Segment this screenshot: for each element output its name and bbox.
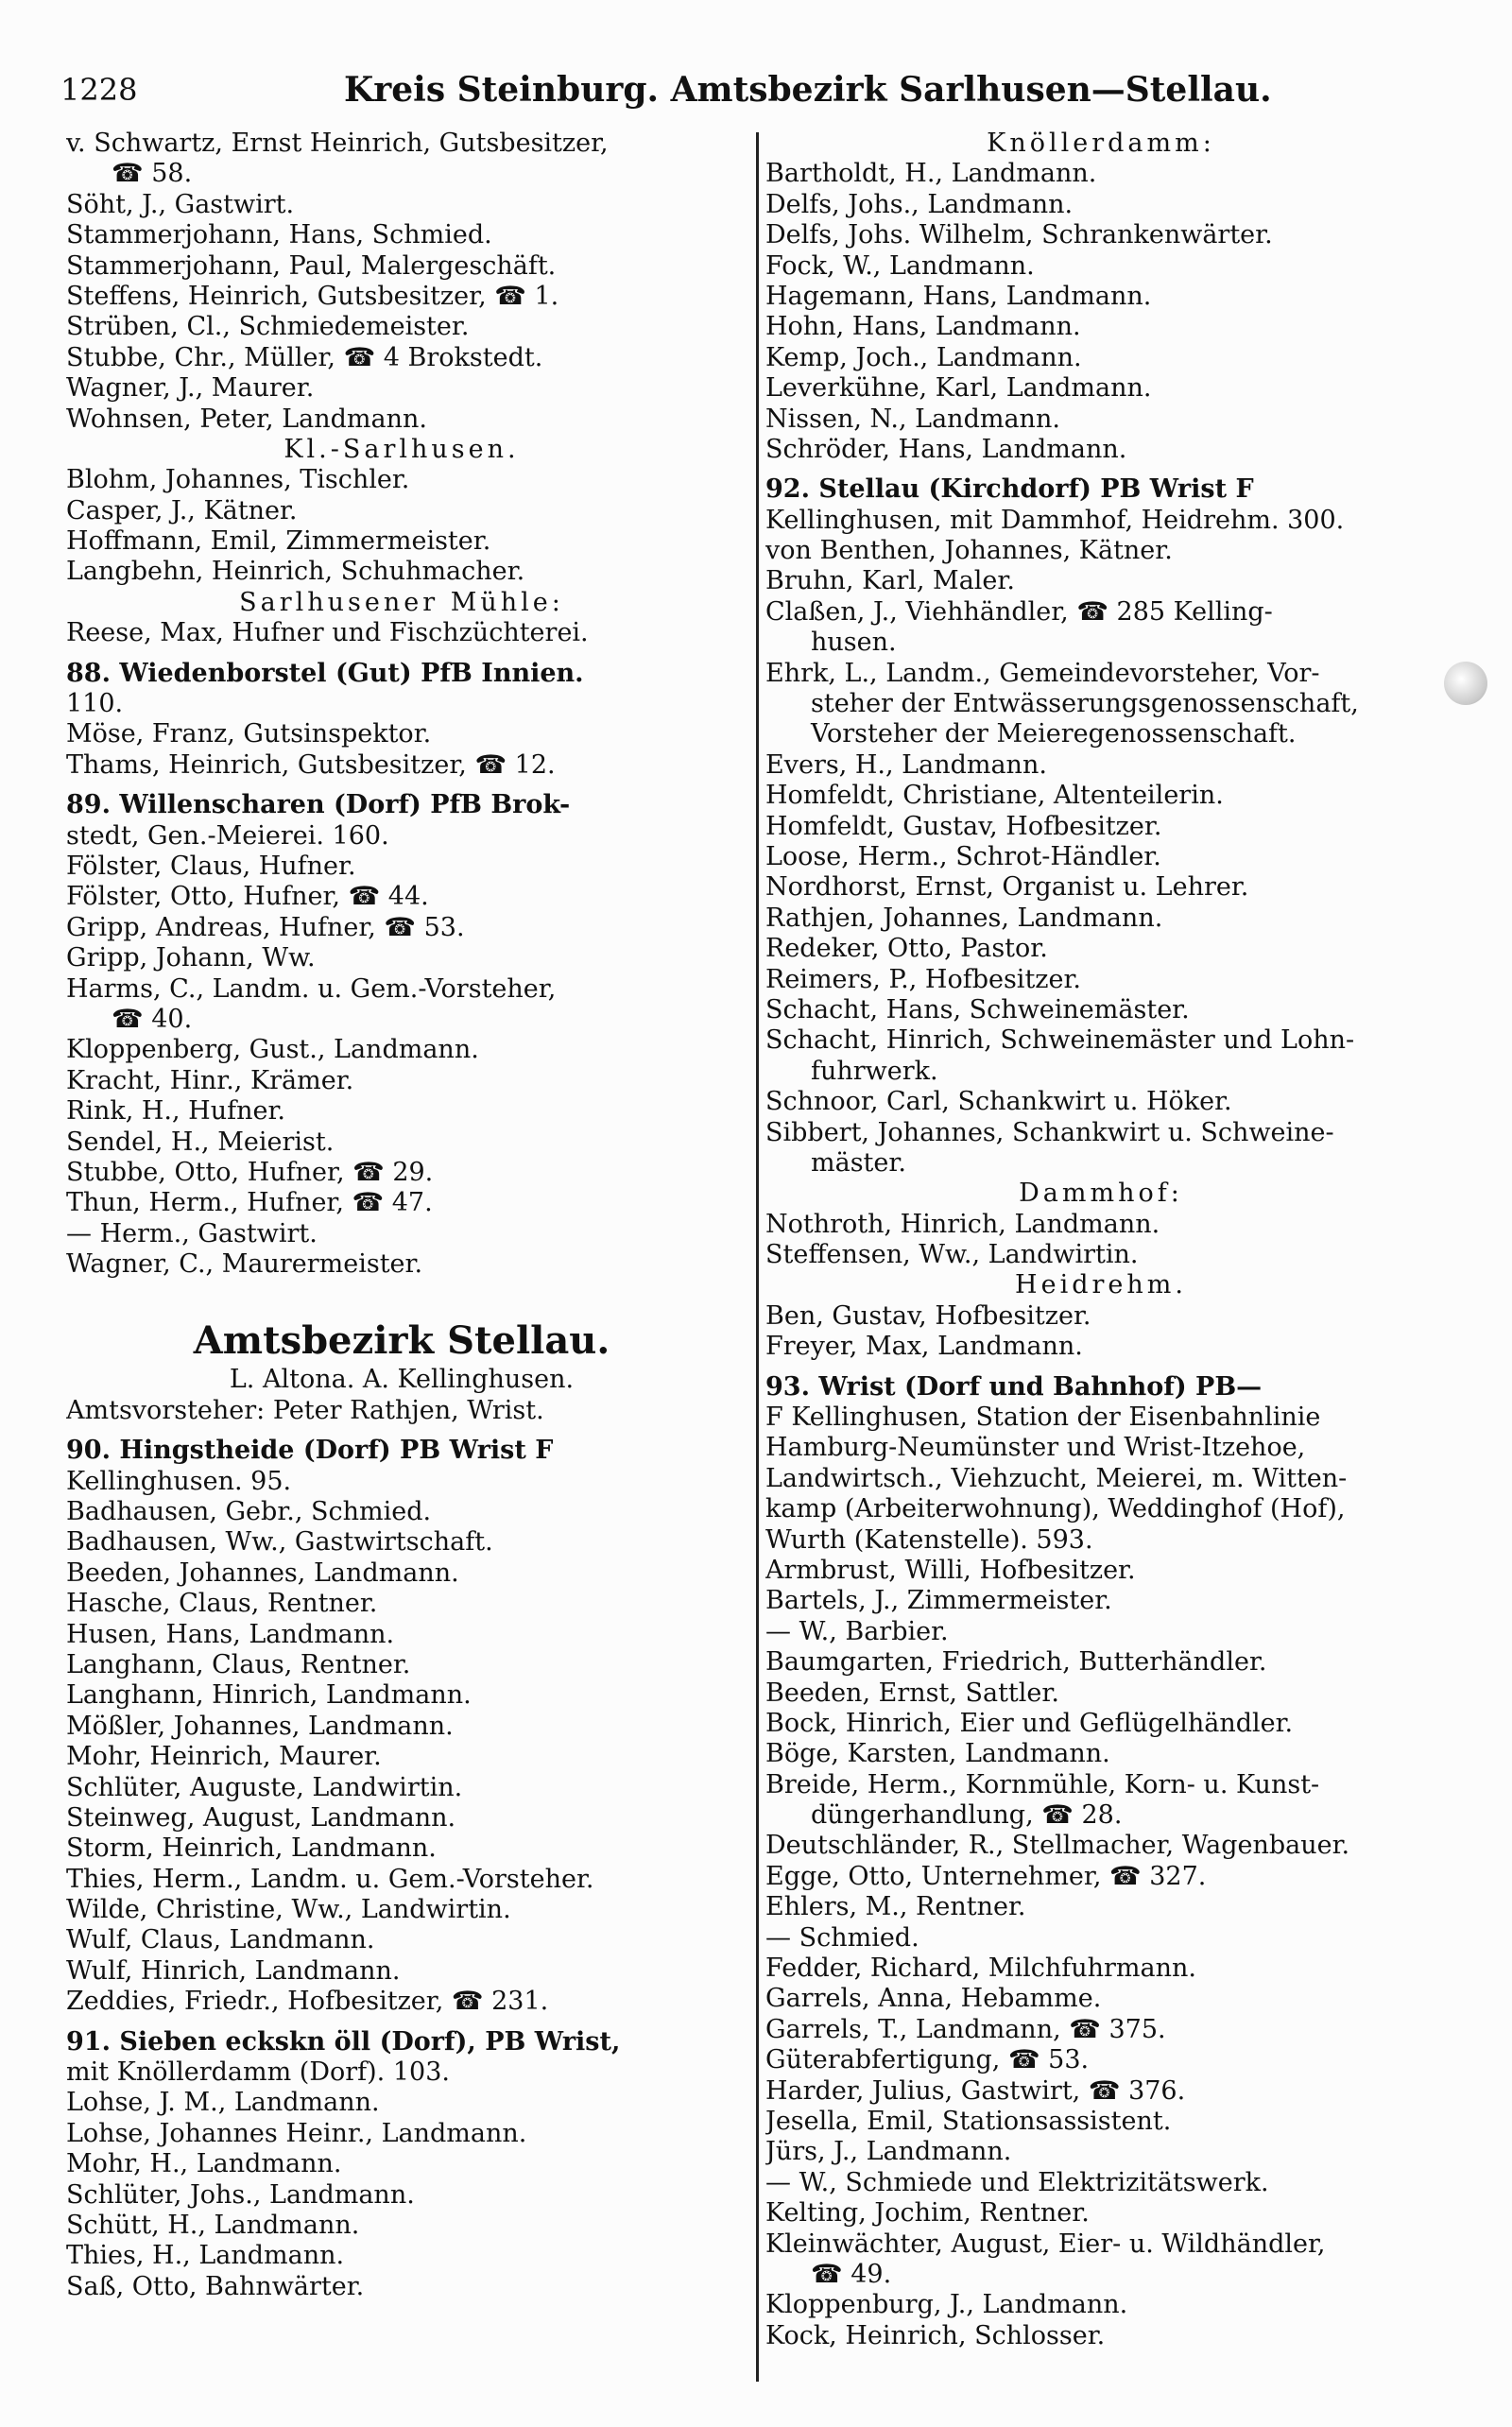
directory-line: Reimers, P., Hofbesitzer. [765,964,1082,994]
directory-line: Freyer, Max, Landmann. [765,1332,1083,1362]
directory-line: Schnoor, Carl, Schankwirt u. Höker. [765,1087,1232,1117]
directory-line: Garrels, Anna, Hebamme. [765,1984,1102,2014]
directory-line: Gripp, Johann, Ww. [66,943,316,973]
directory-line: Steffensen, Ww., Landwirtin. [765,1240,1139,1270]
directory-line: 93. Wrist (Dorf und Bahnhof) PB— [765,1371,1263,1402]
directory-line: Badhausen, Ww., Gastwirtschaft. [66,1527,493,1558]
directory-line: Mohr, H., Landmann. [66,2149,342,2179]
directory-line: Thams, Heinrich, Gutsbesitzer, ☎ 12. [66,749,556,780]
page-number: 1228 [60,72,138,108]
directory-line: Thies, H., Landmann. [66,2241,345,2271]
directory-line: Redeker, Otto, Pastor. [765,934,1048,964]
directory-line: Wagner, C., Maurermeister. [66,1249,423,1280]
directory-line: L. Altona. A. Kellinghusen. [229,1365,575,1395]
directory-line: ☎ 58. [112,159,193,189]
directory-line: Bartels, J., Zimmermeister. [765,1586,1112,1616]
directory-line: Fölster, Otto, Hufner, ☎ 44. [66,882,429,912]
directory-line: 110. [66,689,124,719]
directory-line: Gripp, Andreas, Hufner, ☎ 53. [66,912,465,942]
directory-line: Kemp, Joch., Landmann. [765,342,1082,372]
directory-line: Thies, Herm., Landm. u. Gem.-Vorsteher. [66,1864,594,1894]
directory-line: Bartholdt, H., Landmann. [765,159,1097,189]
directory-line: Kellinghusen. 95. [66,1466,292,1496]
directory-line: Harder, Julius, Gastwirt, ☎ 376. [765,2075,1186,2106]
directory-line: Thun, Herm., Hufner, ☎ 47. [66,1188,433,1218]
directory-line: Saß, Otto, Bahnwärter. [66,2271,365,2301]
directory-line: Delfs, Johs. Wilhelm, Schrankenwärter. [765,220,1273,250]
directory-line: Ben, Gustav, Hofbesitzer. [765,1300,1091,1331]
directory-line: Fock, W., Landmann. [765,250,1035,281]
directory-line: — W., Schmiede und Elektrizitätswerk. [765,2167,1269,2197]
directory-line: Kleinwächter, August, Eier- u. Wildhändler, [765,2229,1326,2259]
directory-line: Hamburg-Neumünster und Wrist-Itzehoe, [765,1433,1306,1463]
directory-line: Kelting, Jochim, Rentner. [765,2198,1090,2229]
directory-line: Schröder, Hans, Landmann. [765,434,1127,464]
directory-line: ☎ 40. [112,1004,193,1034]
directory-line: Wilde, Christine, Ww., Landwirtin. [66,1895,511,1925]
directory-line: Rink, H., Hufner. [66,1096,285,1127]
directory-line: 90. Hingstheide (Dorf) PB Wrist F [66,1436,554,1466]
directory-line: Heidrehm. [1015,1270,1187,1300]
directory-line: düngerhandlung, ☎ 28. [811,1800,1123,1831]
left-column [66,129,737,2302]
directory-line: Amtsvorsteher: Peter Rathjen, Wrist. [66,1395,544,1425]
directory-line: Stubbe, Otto, Hufner, ☎ 29. [66,1157,434,1187]
directory-line: fuhrwerk. [811,1056,938,1086]
directory-line: Egge, Otto, Unternehmer, ☎ 327. [765,1861,1207,1891]
directory-line: Jesella, Emil, Stationsassistent. [765,2107,1172,2136]
directory-line: Hohn, Hans, Landmann. [765,312,1081,342]
directory-line: Ehlers, M., Rentner. [765,1892,1026,1922]
directory-line: Schlüter, Auguste, Landwirtin. [66,1772,463,1802]
directory-line: Sendel, H., Meierist. [66,1127,335,1157]
directory-line: — W., Barbier. [765,1616,949,1646]
directory-line: Lohse, Johannes Heinr., Landmann. [66,2118,527,2148]
directory-line: Stubbe, Chr., Müller, ☎ 4 Brokstedt. [66,342,543,372]
directory-line: Beeden, Johannes, Landmann. [66,1558,459,1588]
directory-line: Hasche, Claus, Rentner. [66,1589,378,1619]
directory-line: Blohm, Johannes, Tischler. [66,465,410,495]
directory-line: Badhausen, Gebr., Schmied. [66,1497,432,1527]
directory-line: Wulf, Claus, Landmann. [66,1925,375,1955]
directory-line: v. Schwartz, Ernst Heinrich, Gutsbesitzer, [66,129,609,158]
directory-line: Hagemann, Hans, Landmann. [765,281,1152,311]
directory-line: Reese, Max, Hufner und Fischzüchterei. [66,618,589,648]
directory-line: Stammerjohann, Paul, Malergeschäft. [66,250,557,281]
directory-line: steher der Entwässerungsgenossenschaft, [811,689,1359,719]
directory-line: Armbrust, Willi, Hofbesitzer. [765,1555,1136,1585]
directory-line: 91. Sieben eckskn öll (Dorf), PB Wrist, [66,2026,621,2057]
directory-line: Wagner, J., Maurer. [66,373,315,404]
directory-line: Zeddies, Friedr., Hofbesitzer, ☎ 231. [66,1987,549,2017]
directory-line: — Herm., Gastwirt. [66,1218,318,1248]
directory-line: Leverkühne, Karl, Landmann. [765,373,1152,404]
directory-line: Nissen, N., Landmann. [765,404,1060,434]
directory-line: Kl.-Sarlhusen. [284,434,520,464]
directory-line: Kloppenburg, J., Landmann. [765,2290,1128,2320]
directory-line: Baumgarten, Friedrich, Butterhändler. [765,1647,1267,1678]
directory-line: F Kellinghusen, Station der Eisenbahnlinie [765,1403,1321,1433]
right-column [765,129,1436,2351]
directory-line: Claßen, J., Viehhändler, ☎ 285 Kelling- [765,596,1273,627]
directory-line: Fölster, Claus, Hufner. [66,851,356,881]
directory-line: Breide, Herm., Kornmühle, Korn- u. Kunst- [765,1769,1320,1799]
directory-line: Langhann, Hinrich, Landmann. [66,1680,472,1711]
directory-line: kamp (Arbeiterwohnung), Weddinghof (Hof), [765,1494,1346,1524]
directory-line: Rathjen, Johannes, Landmann. [765,903,1163,933]
directory-line: Loose, Herm., Schrot-Händler. [765,841,1161,871]
directory-line: Beeden, Ernst, Sattler. [765,1678,1059,1708]
directory-line: von Benthen, Johannes, Kätner. [765,536,1173,566]
binding-hole [1444,662,1487,705]
directory-line: Wohnsen, Peter, Landmann. [66,404,427,434]
directory-line: Langhann, Claus, Rentner. [66,1649,411,1679]
directory-line: Kellinghusen, mit Dammhof, Heidrehm. 300. [765,505,1345,535]
directory-line: 88. Wiedenborstel (Gut) PfB Innien. [66,658,584,688]
directory-line: Knöllerdamm: [987,129,1215,158]
directory-line: Landwirtsch., Viehzucht, Meierei, m. Witten- [765,1463,1348,1493]
page-title: Kreis Steinburg. Amtsbezirk Sarlhusen—Stellau. [344,70,1272,110]
page-header [60,66,1272,115]
directory-line: Dammhof: [1019,1179,1183,1209]
directory-line: Ehrk, L., Landm., Gemeindevorsteher, Vor- [765,658,1320,688]
directory-line: Steffens, Heinrich, Gutsbesitzer, ☎ 1. [66,281,559,311]
directory-line: Mößler, Johannes, Landmann. [66,1711,454,1741]
directory-line: Homfeldt, Gustav, Hofbesitzer. [765,811,1162,841]
directory-line: Amtsbezirk Stellau. [193,1318,610,1364]
directory-line: Hoffmann, Emil, Zimmermeister. [66,526,491,557]
directory-line: Jürs, J., Landmann. [765,2137,1012,2167]
directory-line: Schacht, Hans, Schweinemäster. [765,994,1190,1024]
directory-line: Bock, Hinrich, Eier und Geflügelhändler. [765,1708,1294,1738]
directory-line: Steinweg, August, Landmann. [66,1802,456,1833]
directory-line: Nothroth, Hinrich, Landmann. [765,1209,1160,1239]
directory-line: Harms, C., Landm. u. Gem.-Vorsteher, [66,973,557,1004]
directory-line: stedt, Gen.-Meierei. 160. [66,820,389,851]
directory-line: Casper, J., Kätner. [66,495,298,525]
directory-line: Schlüter, Johs., Landmann. [66,2179,415,2210]
column-divider [756,132,759,2382]
directory-line: Mohr, Heinrich, Maurer. [66,1742,382,1772]
directory-line: Bruhn, Karl, Maler. [765,566,1015,596]
directory-line: Nordhorst, Ernst, Organist u. Lehrer. [765,872,1249,903]
directory-line: Möse, Franz, Gutsinspektor. [66,719,432,749]
directory-line: Schacht, Hinrich, Schweinemäster und Lohn- [765,1025,1355,1056]
directory-line: Delfs, Johs., Landmann. [765,189,1074,219]
directory-line: mäster. [811,1147,906,1178]
directory-line: Sibbert, Johannes, Schankwirt u. Schweine- [765,1117,1334,1147]
directory-line: Storm, Heinrich, Landmann. [66,1833,437,1864]
directory-line: ☎ 49. [811,2259,892,2289]
directory-line: husen. [811,628,897,658]
directory-line: Sarlhusener Mühle: [239,587,564,617]
directory-line: Garrels, T., Landmann, ☎ 375. [765,2014,1166,2044]
directory-line: Söht, J., Gastwirt. [66,189,295,219]
directory-line: Deutschländer, R., Stellmacher, Wagenbauer. [765,1831,1350,1861]
directory-line: Güterabfertigung, ☎ 53. [765,2045,1090,2075]
directory-line: Fedder, Richard, Milchfuhrmann. [765,1954,1196,1984]
directory-line: Wurth (Katenstelle). 593. [765,1524,1093,1555]
directory-line: Böge, Karsten, Landmann. [765,1739,1110,1769]
directory-line: Kock, Heinrich, Schlosser. [765,2320,1106,2350]
directory-line: Husen, Hans, Landmann. [66,1619,395,1649]
directory-line: Kracht, Hinr., Krämer. [66,1065,354,1095]
directory-line: Wulf, Hinrich, Landmann. [66,1955,401,1986]
directory-line: 89. Willenscharen (Dorf) PfB Brok- [66,790,571,820]
directory-line: Homfeldt, Christiane, Altenteilerin. [765,781,1224,811]
directory-line: — Schmied. [765,1922,919,1953]
directory-line: Langbehn, Heinrich, Schuhmacher. [66,557,525,587]
directory-line: Vorsteher der Meieregenossenschaft. [811,719,1297,749]
directory-line: Stammerjohann, Hans, Schmied. [66,220,492,250]
directory-line: Kloppenberg, Gust., Landmann. [66,1035,479,1065]
directory-line: Strüben, Cl., Schmiedemeister. [66,312,470,342]
directory-line: Lohse, J. M., Landmann. [66,2088,380,2118]
directory-line: mit Knöllerdamm (Dorf). 103. [66,2057,450,2088]
directory-line: 92. Stellau (Kirchdorf) PB Wrist F [765,474,1254,505]
directory-line: Schütt, H., Landmann. [66,2211,360,2240]
directory-line: Evers, H., Landmann. [765,749,1047,780]
